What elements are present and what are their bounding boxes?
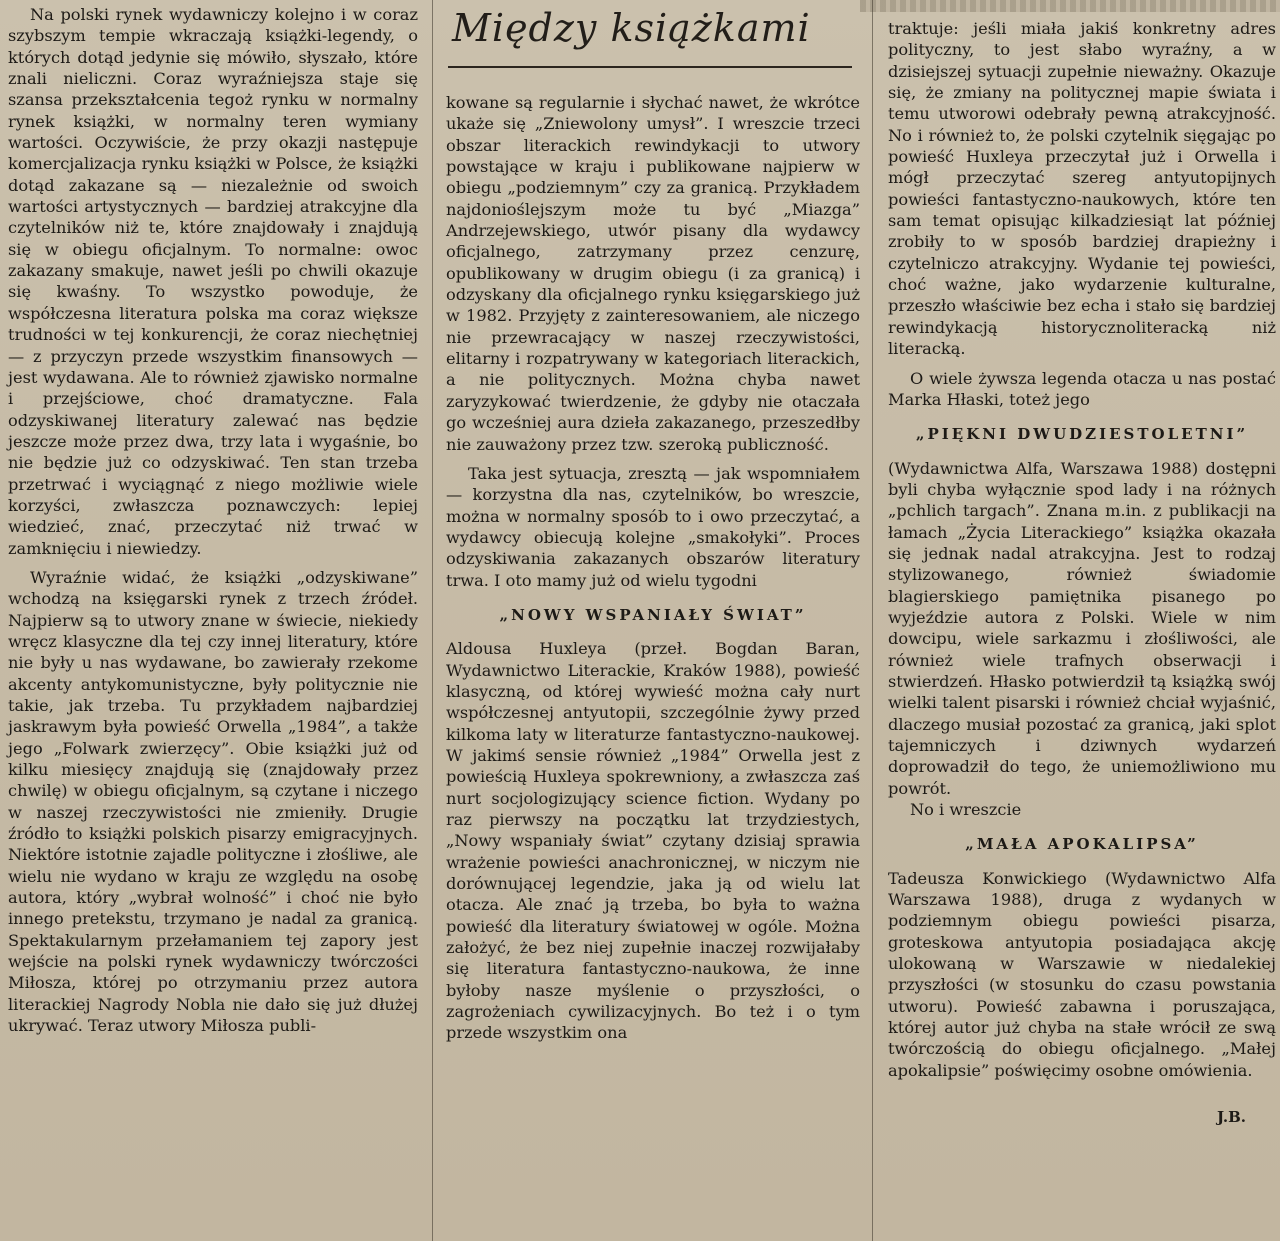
article-title: Między książkami <box>452 6 811 50</box>
subheading-nowy-wspanialy-swiat: „NOWY WSPANIAŁY ŚWIAT” <box>499 605 807 624</box>
author-signature: J.B. <box>1216 1108 1246 1127</box>
column-divider <box>432 0 433 1241</box>
paragraph: traktuje: jeśli miała jakiś konkretny adres polityczny, to jest słabo wyraźny, a w dzisiejszej sytuacji zupełnie nieważny. Okazuje się, że zmiany na politycznej mapie świata i temu utworowi odebrały pewną atrakcyjność. No i również to, że polski czytelnik sięgając po powieść Huxleya przeczytał już i Orwella i mógł przeczytać szereg antyutopijnych powieści fantastyczno-naukowych, które ten sam temat opisując kilkadziesiąt lat później zrobiły to w sposób bardziej drapieżny i czytelniczo atrakcyjny. Wydanie tej powieści, choć ważne, jako wydarzenie kulturalne, przeszło właściwie bez echa i stało się bardziej rewindykacją historycznoliteracką niż literacką. <box>888 19 1276 359</box>
paragraph: Tadeusza Konwickiego (Wydawnictwo Alfa Warszawa 1988), druga z wydanych w podziemnym obiegu powieści pisarza, groteskowa antyutopia posiadająca akcję ulokowaną w Warszawie w niedalekiej przyszłości (w stosunku do czasu powstania utworu). Powieść zabawna i poruszająca, której autor już chyba na stałe wrócił ze swą twórczością do obiegu oficjalnego. „Małej apokalipsie” poświęcimy osobne omówienia. <box>888 868 1276 1080</box>
paragraph: kowane są regularnie i słychać nawet, że wkrótce ukaże się „Zniewolony umysł”. I wreszcie trzeci obszar literackich rewindykacji to utwory powstające w kraju i publikowane najpierw w obiegu „podziemnym” czy za granicą. Przykładem najdonioślejszym może tu być „Miazga” Andrzejewskiego, utwór pisany dla wydawcy oficjalnego, zatrzymany przez cenzurę, opublikowany w drugim obiegu (i za granicą) i odzyskany dla oficjalnego rynku księgarskiego już w 1982. Przyjęty z zainteresowaniem, ale niczego nie przewracający w naszej rzeczywistości, elitarny i rozpatrywany w kategoriach literackich, a nie politycznych. Można chyba nawet zaryzykować twierdzenie, że gdyby nie otaczała go wcześniej aura dzieła zakazanego, przeszedłby nie zauważony przez tzw. szeroką publiczność. <box>446 93 860 454</box>
paragraph: Wyraźnie widać, że książki „odzyskiwane” wchodzą na księgarski rynek z trzech źródeł. Najpierw są to utwory znane w świecie, niekiedy wręcz klasyczne dla tej czy innej literatury, które nie były u nas wydawane, bo zawierały rzekome akcenty antykomunistyczne, były politycznie nie takie, jak trzeba. Tu przykładem najbardziej jaskrawym była powieść Orwella „1984”, a także jego „Folwark zwierzęcy”. Obie książki już od kilku miesięcy znajdują się (znajdowały przez chwilę) w obiegu oficjalnym, są czytane i niczego w naszej rzeczywistości nie zmieniły. Drugie źródło to książki polskich pisarzy emigracyjnych. Niektóre istotnie zajadle polityczne i złośliwe, ale wielu nie wydano w kraju ze względu na osobę autora, który „wybrał wolność” i choć nie było innego pretekstu, trzymano je nadal za granicą. Spektakularnym przełamaniem tej zapory jest wejście na polski rynek wydawniczy twórczości Miłosza, której po otrzymaniu przez autora literackiej Nagrody Nobla nie dało się już dłużej ukrywać. Teraz utwory Miłosza publi- <box>8 567 418 1036</box>
column-divider <box>872 0 873 1241</box>
column-2 <box>446 92 860 1044</box>
column-3 <box>888 18 1276 1129</box>
top-print-strip <box>860 0 1280 12</box>
paragraph: O wiele żywsza legenda otacza u nas postać Marka Hłaski, toteż jego <box>888 368 1276 409</box>
paragraph: (Wydawnictwa Alfa, Warszawa 1988) dostępni byli chyba wyłącznie spod lady i na różnych „pchlich targach”. Znana m.in. z publikacji na łamach „Życia Literackiego” książka okazała się jednak nadal atrakcyjna. Jest to rodzaj stylizowanego, również świadomie blagierskiego pamiętnika pisanego po wyjeździe autora z Polski. Wiele w nim dowcipu, wiele sarkazmu i złośliwości, ale również wiele trafnych obserwacji i stwierdzeń. Hłasko potwierdził tą książką swój wielki talent pisarski i również chciał wyjaśnić, dlaczego musiał pozostać za granicą, jaki splot tajemniczych i dziwnych wydarzeń doprowadził do tego, że uniemożliwiono mu powrót. <box>888 458 1276 798</box>
paragraph: Taka jest sytuacja, zresztą — jak wspomniałem — korzystna dla nas, czytelników, bo wreszcie, można w normalny sposób to i owo przeczytać, a wydawcy obiecują kolejne „smakołyki”. Proces odzyskiwania zakazanych obszarów literatury trwa. I oto mamy już od wielu tygodni <box>446 463 860 590</box>
paragraph: Na polski rynek wydawniczy kolejno i w coraz szybszym tempie wkraczają książki-legendy, o których dotąd jedynie się mówiło, słyszało, które znali nieliczni. Coraz wyraźniejsza staje się szansa przekształcenia tegoż rynku w normalny rynek książki, w normalny teren wymiany wartości. Oczywiście, że przy okazji następuje komercjalizacja rynku książki w Polsce, że książki dotąd zakazane są — niezależnie od swoich wartości artystycznych — bardziej atrakcyjne dla czytelników niż te, które znajdowały i znajdują się w obiegu oficjalnym. To normalne: owoc zakazany smakuje, nawet jeśli po chwili okazuje się kwaśny. To wszystko powoduje, że współczesna literatura polska ma coraz większe trudności w tej konkurencji, że coraz niechętniej — z przyczyn przede wszystkim finansowych — jest wydawana. Ale to również zjawisko normalne i przejściowe, choć dramatyczne. Fala odzyskiwanej literatury zalewać nas będzie jeszcze może przez dwa, trzy lata i wygaśnie, bo nie będzie już co odzyskiwać. Ten stan trzeba przetrwać i wyciągnąć z niego możliwie wiele korzyści, zwłaszcza poznawczych: lepiej wiedzieć, znać, przeczytać niż trwać w zamknięciu i niewiedzy. <box>8 5 418 558</box>
paragraph: Aldousa Huxleya (przeł. Bogdan Baran, Wydawnictwo Literackie, Kraków 1988), powieść klasyczną, od której wywieść można cały nurt współczesnej antyutopii, szczególnie żywy przed kilkoma laty w literaturze fantastyczno-naukowej. W jakimś sensie również „1984” Orwella jest z powieścią Huxleya spokrewniony, a zwłaszcza zaś nurt socjologizujący science fiction. Wydany po raz pierwszy na początku lat trzydziestych, „Nowy wspaniały świat” czytany dzisiaj sprawia wrażenie powieści anachronicznej, w niczym nie dorównującej legendzie, jaka ją od wielu lat otacza. Ale znać ją trzeba, bo była to ważna powieść dla literatury światowej w ogóle. Można założyć, że bez niej zupełnie inaczej rozwijałaby się literatura fantastyczno-naukowa, że inne byłoby nasze myślenie o przyszłości, o zagrożeniach cywilizacyjnych. Bo też i o tym przede wszystkim ona <box>446 639 860 1043</box>
subheading-piekni-dwudziestoletni: „PIĘKNI DWUDZIESTOLETNI” <box>915 425 1249 444</box>
subheading-mala-apokalipsa: „MAŁA APOKALIPSA” <box>965 835 1199 854</box>
title-rule <box>448 66 852 68</box>
paragraph: No i wreszcie <box>910 800 1022 820</box>
column-1 <box>8 4 418 1037</box>
